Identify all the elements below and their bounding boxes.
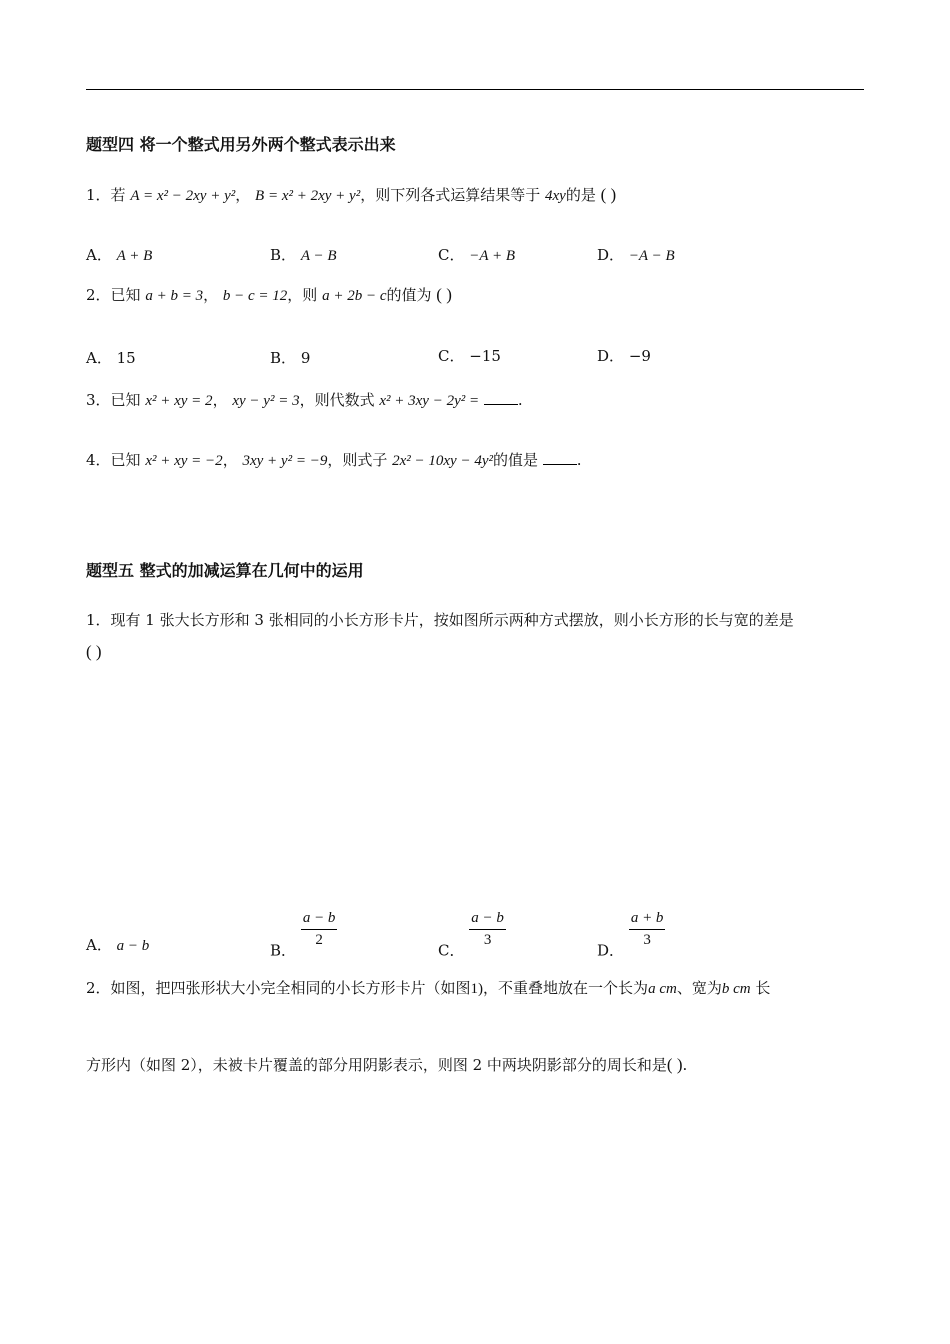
question-2: 2．已知 a + b = 3， b − c = 12，则 a + 2b − c的值为 ( ) [86,285,452,304]
answer-paren: ( ) [666,1055,683,1074]
section-title: 题型四 将一个整式用另外两个整式表示出来 [86,135,396,154]
answer-paren: ( ) [600,185,617,204]
math-expr: x² + xy = −2 [145,453,223,469]
answer-paren: ( ) [86,642,102,661]
fraction: $\frac{a - b}{2}$ [302,910,336,948]
question-2-line1: 2．如图，把四张形状大小完全相同的小长方形卡片（如图1)，不重叠地放在一个长为a cm、宽为b cm 长 [86,979,771,997]
question-1: 1．若 A = x² − 2xy + y²， B = x² + 2xy + y²，则下列各式运算结果等于 4xy的是 ( ) [86,185,617,204]
option-c: C． −15 [438,347,501,365]
math-expr: a cm [648,981,677,997]
option-a: A． 15 [86,349,136,367]
math-expr: a + b = 3 [145,288,204,304]
math-expr: x² + 3xy − 2y² = [379,393,480,409]
header-rule [86,89,864,90]
option-a: A． A + B [86,246,153,264]
option-c: C． −A + B [438,246,516,264]
math-expr: b − c = 12 [222,288,288,304]
math-expr: A = x² − 2xy + y² [130,188,236,204]
option-b: B． $\frac{a - b}{2}$ [270,910,336,960]
option-d: D． −9 [597,347,651,365]
question-1-line1: 1．现有 1 张大长方形和 3 张相同的小长方形卡片，按如图所示两种方式摆放，则小长方形的长与宽的差是 [86,611,794,629]
math-expr: 3xy + y² = −9 [242,453,328,469]
section-title: 题型五 整式的加减运算在几何中的运用 [86,561,364,580]
option-b: B． 9 [270,349,311,367]
math-expr: 2x² − 10xy − 4y² [392,453,493,469]
option-d: D． −A − B [597,246,675,264]
answer-blank [543,452,577,465]
answer-blank [484,392,518,405]
math-expr: x² + xy = 2 [145,393,213,409]
option-d: D． $\frac{a + b}{3}$ [597,910,664,960]
math-expr: b cm [721,981,751,997]
question-4: 4．已知 x² + xy = −2， 3xy + y² = −9，则式子 2x² − 10xy − 4y²的值是 . [86,451,582,469]
fraction: $\frac{a - b}{3}$ [471,910,504,948]
question-2-line2: 方形内（如图 2），未被卡片覆盖的部分用阴影表示，则图 2 中两块阴影部分的周长和是( ). [86,1055,688,1074]
option-b: B． A − B [270,246,337,264]
fraction: $\frac{a + b}{3}$ [630,910,664,948]
math-expr: B = x² + 2xy + y² [255,188,361,204]
math-expr: 4xy [544,188,566,204]
answer-paren: ( ) [436,285,452,304]
option-c: C． $\frac{a - b}{3}$ [438,910,504,960]
option-a: A． a − b [86,936,150,954]
question-3: 3．已知 x² + xy = 2， xy − y² = 3，则代数式 x² + 3xy − 2y² = . [86,391,523,409]
math-expr: a + 2b − c [322,288,387,304]
math-expr: xy − y² = 3 [232,393,300,409]
